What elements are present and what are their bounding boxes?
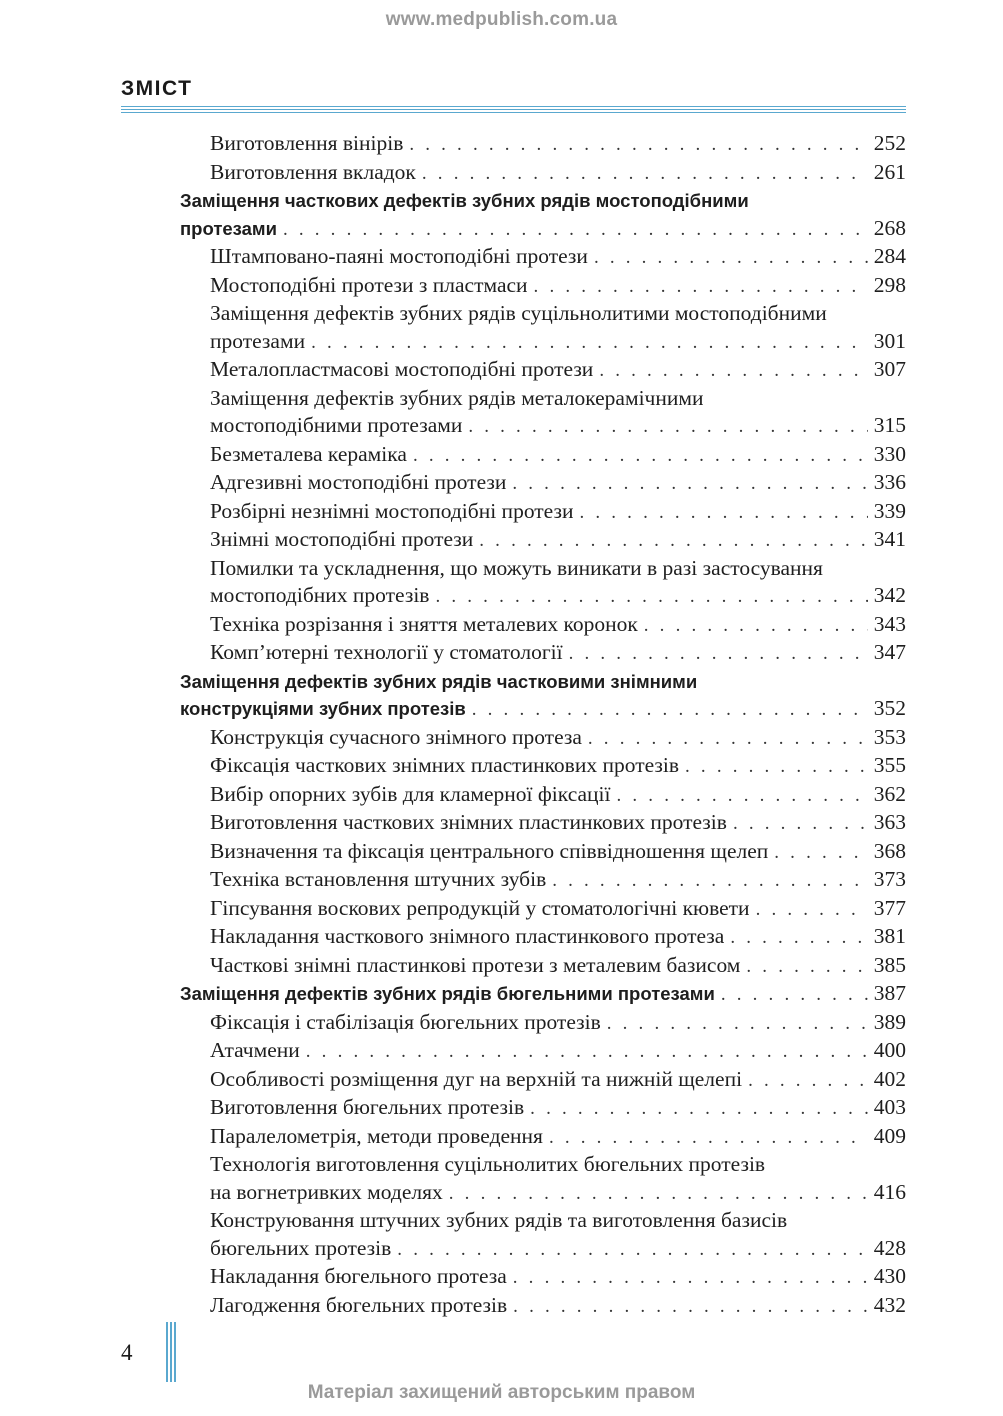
toc-leader-dots [422,160,868,188]
toc-entry-title: Накладання бюгельного протеза [210,1264,507,1288]
toc-entry-title: Безметалева кераміка [210,441,407,466]
toc-entry-page: 301 [873,328,906,353]
toc-leader-dots [413,442,868,470]
toc-leader-dots [644,612,868,640]
toc-entry-title: Заміщення дефектів зубних рядів частковими знімними [180,670,698,692]
toc-entry-page: 381 [873,924,906,948]
toc-entry [120,243,906,272]
toc-entry-page: 432 [873,1292,906,1317]
toc-entry-page: 330 [873,441,906,466]
toc-entry [120,1179,906,1208]
toc-leader-dots [512,470,867,498]
toc-entry-title: Часткові знімні пластинкові протези з металевим базисом [210,952,741,977]
toc-leader-dots [599,357,867,385]
toc-entry-title: Особливості розміщення дуг на верхній та нижній щелепі [210,1066,743,1091]
toc-entry-title: мостоподібних протезів [210,583,430,607]
toc-entry-page: 339 [873,498,906,523]
toc-leader-dots [594,244,868,272]
toc-leader-dots [774,839,867,867]
toc-entry-title: Заміщення дефектів зубних рядів металокерамічними [210,385,704,410]
toc-entry-page: 387 [873,981,906,1005]
toc-entry [120,695,906,724]
toc-entry [120,130,906,159]
toc-entry-page: 363 [873,810,906,834]
toc-entry-page: 284 [873,244,906,268]
toc-entry-title: Накладання часткового знімного пластинкового протеза [210,924,725,948]
toc-entry [120,1123,906,1152]
toc-entry-title: Заміщення дефектів зубних рядів суцільнолитими мостоподібними [210,301,827,325]
toc-leader-dots [607,1010,868,1038]
toc-leader-dots [730,924,867,952]
toc-entry-title: протезами [210,328,306,353]
toc-entry [120,952,906,981]
toc-entry-title: Розбірні незнімні мостоподібні протези [210,498,574,523]
toc-leader-dots [721,981,868,1009]
toc-leader-dots [534,273,868,301]
toc-entry-page: 336 [873,470,906,494]
toc-entry-page: 400 [873,1038,906,1062]
toc-leader-dots [552,867,868,895]
toc-entry-title: Фіксація часткових знімних пластинкових протезів [210,753,680,777]
toc-entry [120,356,906,385]
toc-entry [120,1207,906,1235]
toc-entry [120,781,906,810]
toc-entry-page: 428 [873,1235,906,1260]
toc-entry [120,1066,906,1095]
toc-leader-dots [746,953,867,981]
toc-leader-dots [468,413,867,441]
toc-entry-page: 409 [873,1123,906,1148]
toc-entry-page: 307 [873,357,906,381]
toc-entry [120,1009,906,1038]
toc-entry-page: 403 [873,1095,906,1119]
toc-entry-page: 342 [873,583,906,607]
toc-entry-title: Конструкція сучасного знімного протеза [210,724,582,749]
toc-entry [120,215,906,244]
toc-entry-page: 430 [873,1264,906,1288]
toc-entry [120,328,906,357]
toc-entry-title: Техніка встановлення штучних зубів [210,867,547,891]
toc-entry [120,809,906,838]
toc-entry-page: 368 [873,838,906,863]
toc-entry [120,1235,906,1264]
copyright-notice: Матеріал захищений авторським правом [307,1382,696,1403]
toc-entry-page: 355 [873,753,906,777]
toc-entry [120,300,906,328]
toc-entry-page: 268 [873,215,906,240]
toc-entry [120,526,906,555]
toc-entry-title: на вогнетривких моделях [210,1179,443,1204]
site-url: www.medpublish.com.ua [385,9,618,30]
toc-leader-dots [306,1038,868,1066]
table-of-contents [0,130,1003,1320]
toc-entry [120,1094,906,1123]
toc-entry [120,895,906,924]
toc-entry [120,752,906,781]
toc-entry-title: Помилки та ускладнення, що можуть виникати в разі застосування [210,555,823,580]
toc-entry-title: Заміщення часткових дефектів зубних рядів мостоподібними [180,190,749,211]
toc-entry-title: Виготовлення вкладок [210,159,416,184]
toc-entry-page: 347 [873,640,906,664]
toc-entry [120,1037,906,1066]
toc-leader-dots [513,1293,868,1321]
toc-entry-title: Фіксація і стабілізація бюгельних протезів [210,1009,601,1034]
toc-entry [120,980,906,1009]
toc-entry-title: Паралелометрія, методи проведення [210,1123,543,1148]
toc-entry-page: 353 [873,724,906,749]
toc-entry [120,639,906,668]
toc-entry-title: Виготовлення вінірів [210,131,404,155]
toc-entry-title: конструкціями зубних протезів [180,698,466,719]
toc-entry-title: Знімні мостоподібні протези [210,527,474,551]
toc-entry [120,412,906,441]
page-number: 4 [121,1340,133,1365]
toc-entry-page: 416 [873,1179,906,1204]
footer-divider [166,1322,178,1382]
toc-entry-title: Конструювання штучних зубних рядів та виготовлення базисів [210,1208,788,1232]
toc-entry-page: 298 [873,272,906,297]
toc-entry-title: Вибір опорних зубів для кламерної фіксації [210,781,611,806]
toc-entry-title: Штамповано-паяні мостоподібні протези [210,244,588,268]
toc-entry [120,272,906,301]
toc-entry-page: 261 [873,159,906,184]
toc-entry [120,555,906,583]
toc-entry [120,923,906,952]
toc-entry-title: мостоподібними протезами [210,413,463,437]
toc-leader-dots [449,1180,868,1208]
header-divider [121,106,906,116]
toc-entry-page: 341 [873,527,906,551]
toc-entry-title: Техніка розрізання і зняття металевих коронок [210,611,638,636]
toc-leader-dots [513,1264,868,1292]
page-title: ЗМІСТ [121,77,193,100]
toc-leader-dots [685,753,868,781]
toc-leader-dots [409,131,867,159]
toc-entry-title: Технологія виготовлення суцільнолитих бюгельних протезів [210,1152,766,1176]
toc-entry-page: 373 [873,867,906,891]
toc-entry-title: Заміщення дефектів зубних рядів бюгельними протезами [180,983,715,1004]
toc-entry-page: 343 [873,611,906,636]
toc-entry-title: Атачмени [210,1038,300,1062]
toc-leader-dots [569,640,868,668]
toc-leader-dots [579,499,867,527]
toc-entry-title: Виготовлення часткових знімних пластинкових протезів [210,810,727,834]
toc-entry-title: Лагодження бюгельних протезів [210,1292,508,1317]
toc-entry-title: Визначення та фіксація центрального співвідношення щелеп [210,838,769,863]
toc-entry-page: 402 [873,1066,906,1091]
toc-entry [120,159,906,188]
toc-entry-page: 389 [873,1009,906,1034]
toc-entry [120,187,906,215]
toc-entry-title: Гіпсування воскових репродукцій у стоматологічні кювети [210,895,750,920]
toc-leader-dots [479,527,867,555]
toc-entry [120,611,906,640]
toc-entry [120,582,906,611]
toc-leader-dots [617,782,868,810]
toc-entry [120,724,906,753]
toc-leader-dots [472,696,868,724]
toc-entry [120,838,906,867]
toc-entry [120,866,906,895]
toc-entry [120,469,906,498]
toc-entry-title: Мостоподібні протези з пластмаси [210,272,528,297]
toc-entry-title: Виготовлення бюгельних протезів [210,1095,525,1119]
toc-leader-dots [733,810,868,838]
toc-entry-page: 315 [873,413,906,437]
toc-entry-title: бюгельних протезів [210,1235,392,1260]
toc-entry [120,668,906,696]
toc-entry-page: 385 [873,952,906,977]
toc-entry [120,1292,906,1321]
toc-entry-title: Металопластмасові мостоподібні протези [210,357,594,381]
toc-entry-page: 377 [873,895,906,920]
toc-entry [120,498,906,527]
toc-entry-page: 362 [873,781,906,806]
toc-entry [120,1151,906,1179]
toc-entry-title: протезами [180,217,277,239]
toc-leader-dots [549,1124,868,1152]
toc-leader-dots [748,1067,868,1095]
toc-leader-dots [397,1236,867,1264]
toc-leader-dots [530,1095,868,1123]
toc-entry [120,385,906,413]
toc-leader-dots [756,896,868,924]
toc-entry-page: 252 [873,131,906,155]
toc-leader-dots [311,329,868,357]
toc-entry-title: Комп’ютерні технології у стоматології [210,640,563,664]
toc-entry-title: Адгезивні мостоподібні протези [210,470,507,494]
toc-leader-dots [283,216,868,244]
toc-entry [120,1263,906,1292]
toc-leader-dots [588,725,868,753]
toc-entry-page: 352 [873,696,906,720]
toc-leader-dots [435,583,867,611]
toc-entry [120,441,906,470]
